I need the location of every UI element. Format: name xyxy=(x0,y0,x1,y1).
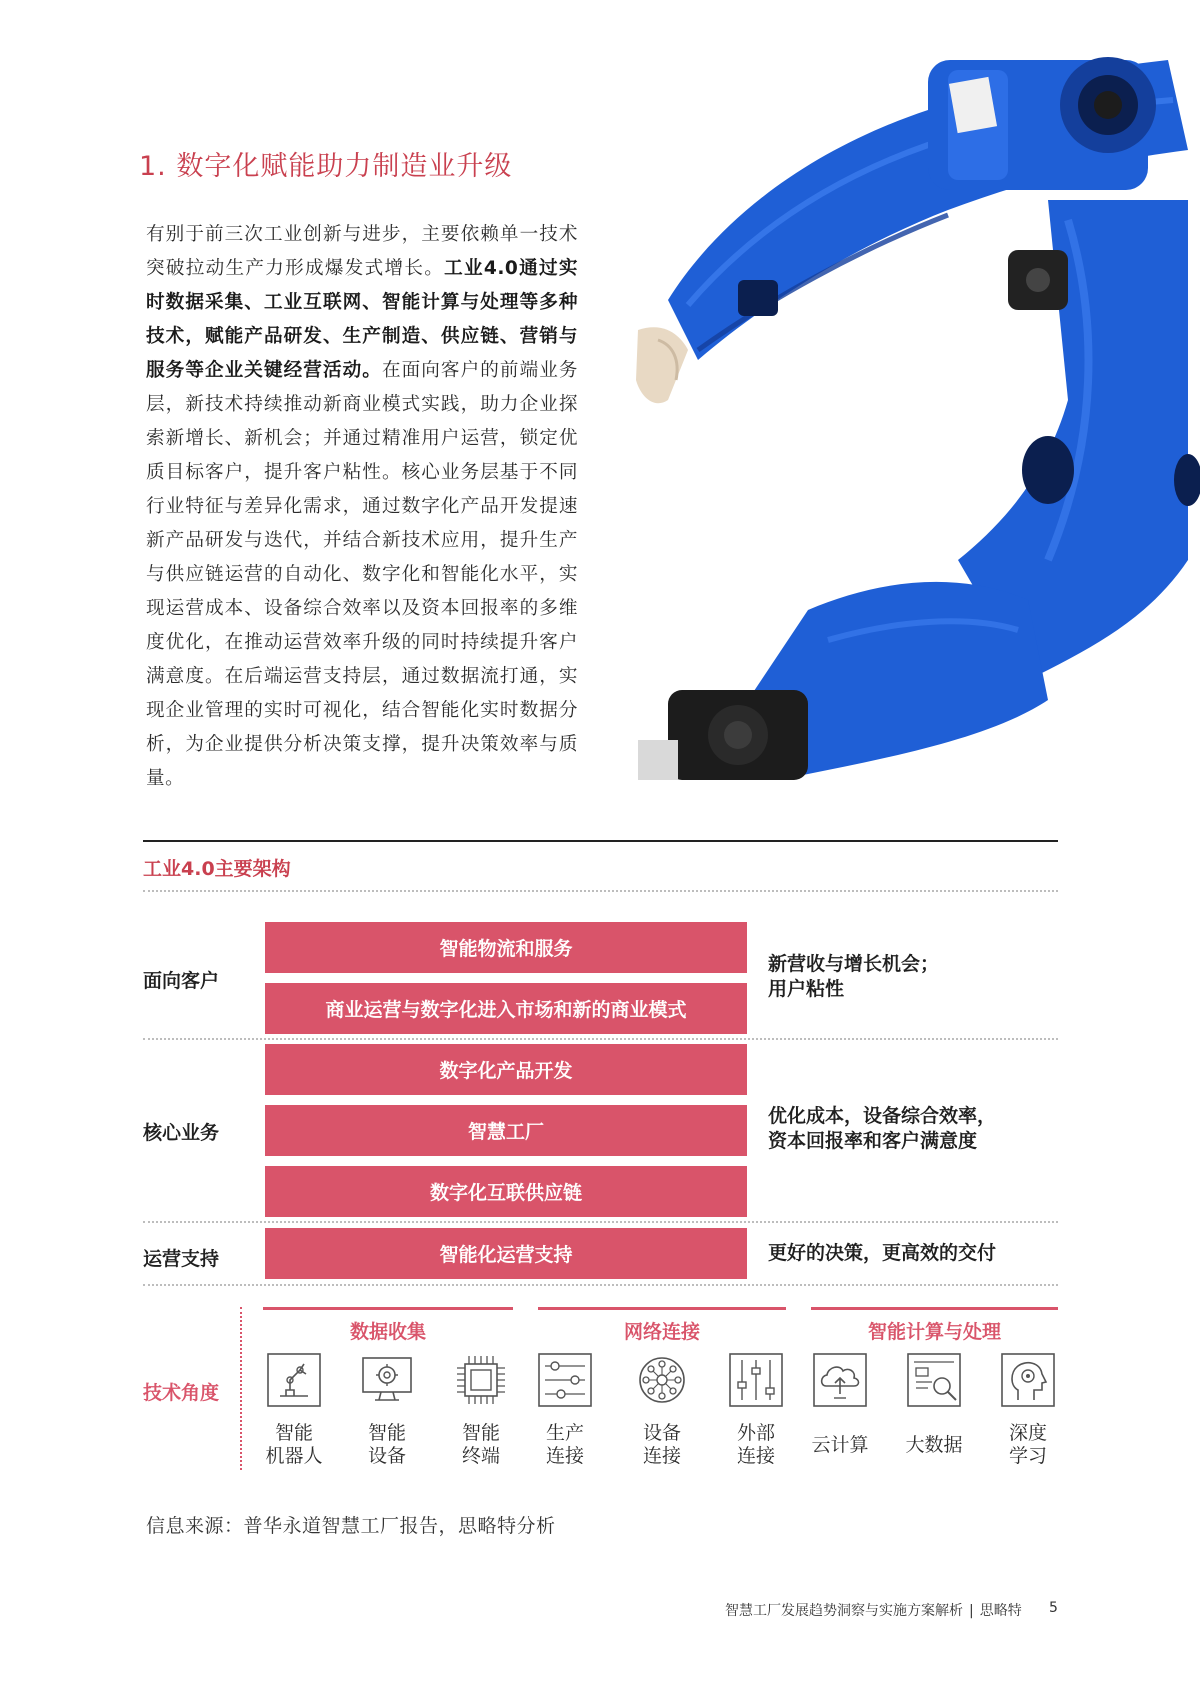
robot-arm-image xyxy=(628,0,1200,780)
footer-brand: 思略特 xyxy=(979,1603,1022,1619)
big-data-icon xyxy=(906,1352,962,1408)
arch-box-supply-chain: 数字化互联供应链 xyxy=(265,1166,747,1217)
row-label-core: 核心业务 xyxy=(143,1122,220,1144)
body-text-rest: 在面向客户的前端业务层，新技术持续推动新商业模式实践，助力企业探索新增长、新机会；并通过精准用户运营，锁定优质目标客户，提升客户粘性。核心业务层基于不同行业特征与差异化需求，通过数字化产品开发提速新产品研发与迭代，并结合新技术应用，提升生产与供应链运营的自动化、数字化和智能化水平，实现运营成本、设备综合效率以及资本回报率的多维度优化，在推动运营效率升级的同时持续提升客户满意度。在后端运营支持层，通过数据流打通，实现企业管理的实时可视化，结合智能化实时数据分析，为企业提供分析决策支撑，提升决策效率与质量。 xyxy=(146,360,578,789)
tech-item-label: 智能 设备 xyxy=(367,1422,406,1467)
cloud-upload-icon xyxy=(812,1352,868,1408)
body-text-intro: 有别于前三次工业创新与进步，主要依赖单一技术突破拉动生产力形成爆发式增长。 xyxy=(146,224,578,279)
tech-item-label: 外部 连接 xyxy=(736,1422,775,1467)
robot-arm-icon xyxy=(266,1352,322,1408)
group-line-compute xyxy=(811,1307,1058,1310)
body-paragraph xyxy=(146,218,578,796)
tech-item-label: 云计算 xyxy=(811,1434,869,1456)
arch-box-digital-product: 数字化产品开发 xyxy=(265,1044,747,1095)
page-footer xyxy=(725,1600,1022,1620)
row-label-customer: 面向客户 xyxy=(143,970,220,992)
figure-source: 信息来源：普华永道智慧工厂报告，思略特分析 xyxy=(146,1515,556,1537)
body-text-bold: 工业4.0通过实时数据采集、工业互联网、智能计算与处理等多种技术，赋能产品研发、生产制造、供应链、营销与服务等企业关键经营活动。 xyxy=(146,258,578,381)
tech-item-label: 智能 终端 xyxy=(461,1422,500,1467)
outcome-customer-line1: 新营收与增长机会； xyxy=(768,953,940,975)
production-network-icon xyxy=(537,1352,593,1408)
figure-title: 工业4.0主要架构 xyxy=(143,858,291,880)
tech-vertical-divider xyxy=(240,1307,242,1470)
group-line-data xyxy=(263,1307,513,1310)
outcome-core-line1: 优化成本，设备综合效率， xyxy=(768,1105,997,1127)
tech-label: 技术角度 xyxy=(143,1382,220,1404)
group-title-network: 网络连接 xyxy=(623,1321,700,1343)
section-title: 1. 数字化赋能助力制造业升级 xyxy=(139,151,513,182)
page-number: 5 xyxy=(1049,1600,1058,1616)
outcome-ops: 更好的决策，更高效的交付 xyxy=(768,1242,997,1264)
row-divider xyxy=(143,1221,1058,1223)
arch-box-smart-logistics: 智能物流和服务 xyxy=(265,922,747,973)
tech-item-label: 大数据 xyxy=(905,1434,963,1456)
deep-learning-head-icon xyxy=(1000,1352,1056,1408)
row-label-ops: 运营支持 xyxy=(143,1248,220,1270)
chip-terminal-icon xyxy=(453,1352,509,1408)
device-network-icon xyxy=(634,1352,690,1408)
tech-item-label: 智能 机器人 xyxy=(265,1422,323,1467)
tech-item-label: 设备 连接 xyxy=(642,1422,681,1467)
tech-item-label: 生产 连接 xyxy=(545,1422,584,1467)
arch-box-smart-ops: 智能化运营支持 xyxy=(265,1228,747,1279)
footer-report-title: 智慧工厂发展趋势洞察与实施方案解析 xyxy=(725,1603,963,1619)
external-sliders-icon xyxy=(728,1352,784,1408)
row-divider xyxy=(143,1038,1058,1040)
smart-device-icon xyxy=(359,1352,415,1408)
row-divider xyxy=(143,1284,1058,1286)
outcome-customer-line2: 用户粘性 xyxy=(768,978,845,1000)
outcome-core-line2: 资本回报率和客户满意度 xyxy=(768,1130,978,1152)
outcome-customer xyxy=(768,952,939,1002)
outcome-core xyxy=(768,1104,996,1154)
footer-separator: | xyxy=(969,1603,974,1619)
group-title-compute: 智能计算与处理 xyxy=(867,1321,1001,1343)
arch-box-smart-factory: 智慧工厂 xyxy=(265,1105,747,1156)
figure-divider xyxy=(143,890,1058,892)
group-line-network xyxy=(538,1307,786,1310)
group-title-data: 数据收集 xyxy=(349,1321,426,1343)
figure-top-rule xyxy=(143,840,1058,842)
tech-item-label: 深度 学习 xyxy=(1008,1422,1047,1467)
arch-box-business-ops: 商业运营与数字化进入市场和新的商业模式 xyxy=(265,983,747,1034)
